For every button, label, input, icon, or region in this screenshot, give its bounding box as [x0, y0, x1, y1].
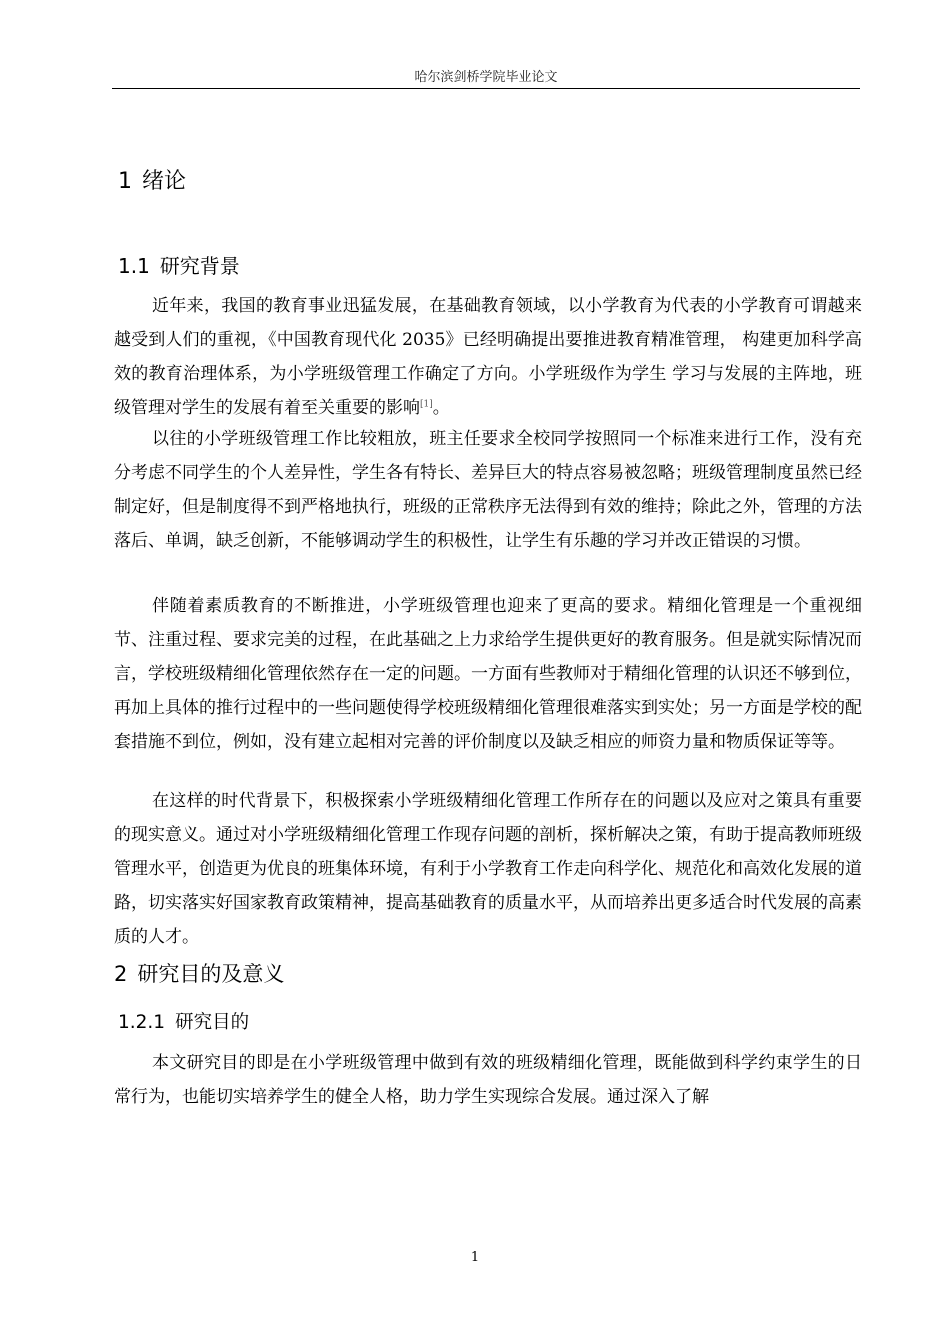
page-number: 1 [470, 1250, 480, 1265]
section-number: 1.2.1 [118, 1012, 166, 1033]
paragraph-3: 伴随着素质教育的不断推进，小学班级管理也迎来了更高的要求。精细化管理是一个重视细节、注重过程、要求完美的过程，在此基础之上力求给学生提供更好的教育服务。但是就实际情况而言，学校班级精细化管理依然存在一定的问题。一方面有些教师对于精细化管理的认识还不够到位，再加上具体的推行过程中的一些问题使得学校班级精细化管理很难落实到实处；另一方面是学校的配套措施不到位，例如，没有建立起相对完善的评价制度以及缺乏相应的师资力量和物质保证等等。 [114, 596, 862, 752]
page-header: 哈尔滨剑桥学院毕业论文 [414, 70, 558, 85]
section-number: 1.1 [118, 254, 150, 278]
paragraph-2: 以往的小学班级管理工作比较粗放，班主任要求全校同学按照同一个标准来进行工作，没有充分考虑不同学生的个人差异性，学生各有特长、差异巨大的特点容易被忽略；班级管理制度虽然已经制定好，但是制度得不到严格地执行，班级的正常秩序无法得到有效的维持；除此之外，管理的方法落后、单调，缺乏创新，不能够调动学生的积极性，让学生有乐趣的学习并改正错误的习惯。 [114, 429, 862, 551]
paragraph-1-end: 。 [432, 398, 450, 418]
chapter-number: 2 [114, 962, 128, 986]
chapter-number: 1 [118, 169, 132, 194]
paragraph-4: 在这样的时代背景下，积极探索小学班级精细化管理工作所存在的问题以及应对之策具有重要的现实意义。通过对小学班级精细化管理工作现存问题的剖析，探析解决之策，有助于提高教师班级管理水平，创造更为优良的班集体环境，有利于小学教育工作走向科学化、规范化和高效化发展的道路，切实落实好国家教育政策精神，提高基础教育的质量水平，从而培养出更多适合时代发展的高素质的人才。 [114, 791, 862, 947]
section-heading-1-2-1 [118, 1008, 249, 1034]
citation-reference[interactable]: [1] [420, 399, 433, 410]
section-heading-1-1 [118, 250, 240, 279]
section-title: 研究目的 [175, 1012, 250, 1033]
section-title: 研究背景 [159, 254, 240, 278]
header-divider [112, 88, 860, 89]
paragraph-1 [114, 289, 862, 425]
chapter-heading-1 [118, 164, 186, 195]
paragraph-1-text: 近年来，我国的教育事业迅猛发展，在基础教育领域，以小学教育为代表的小学教育可谓越来越受到人们的重视，《中国教育现代化 2035》已经明确提出要推进教育精准管理， 构建更加科学高效的教育治理体系，为小学班级管理工作确定了方向。小学班级作为学生 学习与发展的主阵地，班级管理对学生的发展有着至关重要的影响 [114, 296, 862, 418]
chapter-heading-2 [114, 958, 284, 988]
chapter-title: 绪论 [142, 169, 187, 194]
paragraph-5: 本文研究目的即是在小学班级管理中做到有效的班级精细化管理，既能做到科学约束学生的日常行为，也能切实培养学生的健全人格，助力学生实现综合发展。通过深入了解 [114, 1053, 862, 1107]
chapter-title: 研究目的及意义 [137, 962, 285, 986]
